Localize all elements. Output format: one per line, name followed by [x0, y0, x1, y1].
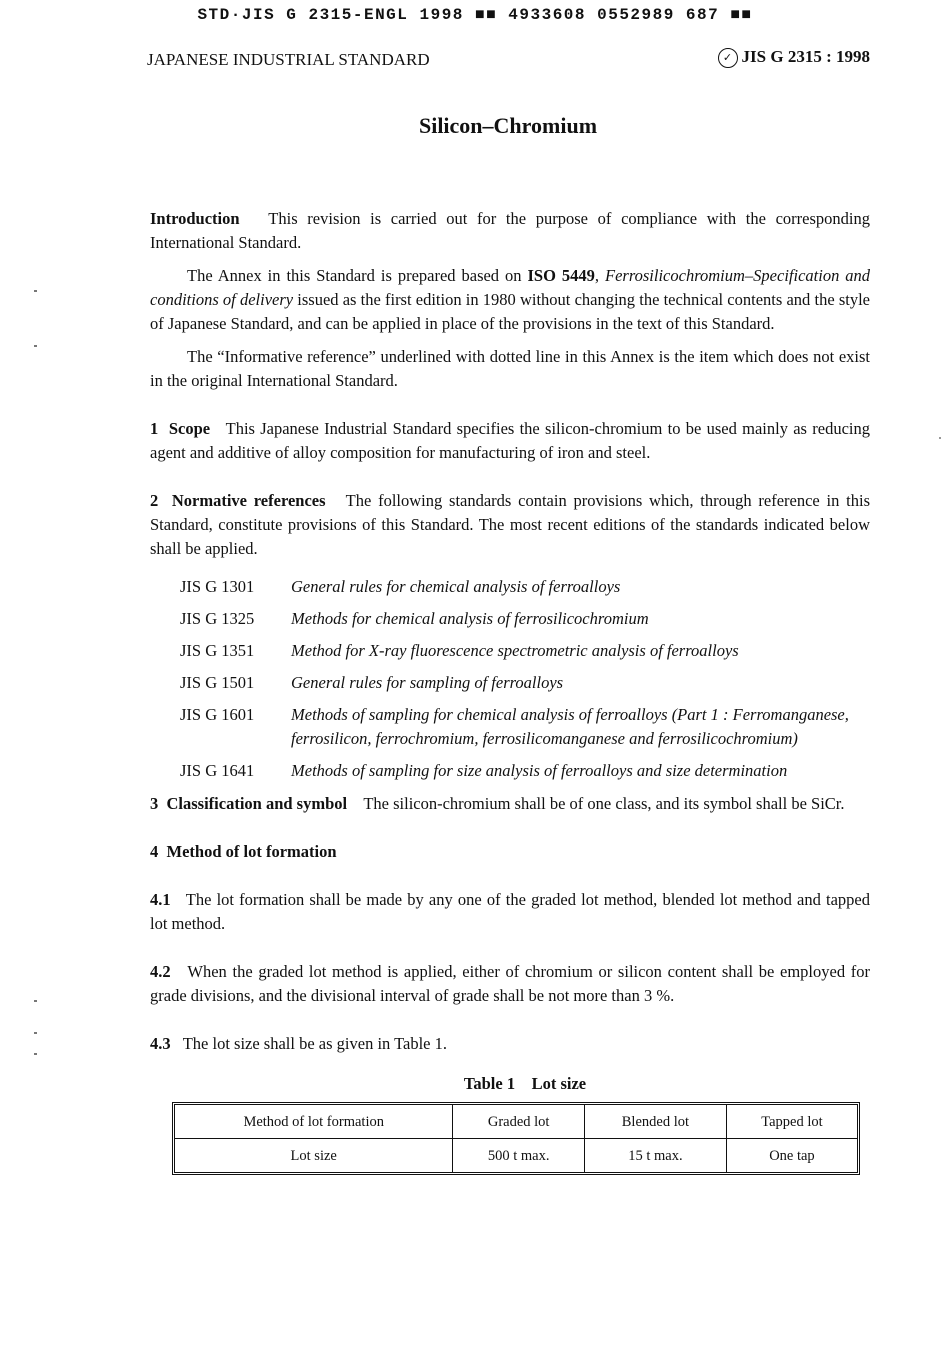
reference-title: General rules for chemical analysis of ferroalloys [291, 577, 621, 596]
intro-text-2b: issued as the first edition in 1980 without changing the technical contents and the style of Japanese Standard, and can be applied in place of the provisions in the text of this Standard. [150, 290, 870, 333]
clause-4-2 [150, 960, 870, 1008]
reference-title: Methods for chemical analysis of ferrosilicochromium [291, 609, 649, 628]
table-cell: Tapped lot [726, 1105, 857, 1139]
table-cell: Method of lot formation [175, 1105, 453, 1139]
reference-item [180, 703, 870, 751]
section-number: 3 [150, 794, 159, 813]
section-text: This Japanese Industrial Standard specifies the silicon-chromium to be used mainly as reducing agent and additive of alloy composition for manufacturing of iron and steel. [150, 419, 870, 462]
table-cell: 15 t max. [584, 1139, 726, 1173]
table-cell: Lot size [175, 1139, 453, 1173]
table-row [175, 1139, 858, 1173]
reference-item [180, 607, 870, 631]
reference-code: JIS G 1641 [180, 761, 255, 780]
section-number: 2 [150, 491, 159, 510]
reference-item [180, 759, 870, 783]
section-number: 1 [150, 419, 159, 438]
clause-text: When the graded lot method is applied, either of chromium or silicon content shall be employed for grade divisions, and the divisional interval of grade shall be not more than 3 %. [150, 962, 870, 1005]
section-heading: Scope [168, 419, 211, 438]
jis-mark-icon: ✓ [718, 48, 738, 68]
scan-mark [34, 290, 37, 292]
reference-item [180, 575, 870, 599]
scan-mark [34, 1032, 37, 1034]
reference-code: JIS G 1601 [180, 705, 255, 724]
intro-heading: Introduction [150, 209, 240, 228]
table-header-row [175, 1105, 858, 1139]
reference-code: JIS G 1301 [180, 577, 255, 596]
section-text: The following standards contain provisions which, through reference in this Standard, constitute provisions of this Standard. The most recent editions of the standards indicated below shall be applied. [150, 491, 871, 558]
scan-mark [939, 437, 941, 439]
standard-number-header [718, 47, 870, 68]
table-cell: Blended lot [584, 1105, 726, 1139]
reference-title: General rules for sampling of ferroalloys [291, 673, 564, 692]
scan-mark [34, 1000, 37, 1002]
intro-paragraph-1 [150, 207, 870, 255]
scan-mark [34, 1053, 37, 1055]
reference-code: JIS G 1325 [180, 609, 255, 628]
table-cell: One tap [726, 1139, 857, 1173]
reference-title: Methods of sampling for chemical analysis of ferroalloys (Part 1 : Ferromanganese, ferrosilicon, ferrochromium, ferrosilicomanganese and ferrosilicochromium) [291, 705, 849, 748]
reference-list [180, 575, 870, 783]
intro-text-2a: The Annex in this Standard is prepared based on [187, 266, 522, 285]
document-body [150, 207, 870, 1173]
table-caption: Table 1 Lot size [463, 1074, 587, 1093]
section-heading: Normative references [171, 491, 326, 510]
scan-mark [34, 345, 37, 347]
section-classification [150, 792, 870, 816]
intro-text-1: This revision is carried out for the purpose of compliance with the corresponding International Standard. [150, 209, 871, 252]
section-normative-references [150, 489, 870, 561]
standard-number: JIS G 2315 : 1998 [741, 47, 870, 66]
iso-reference: ISO 5449 [527, 266, 595, 285]
lot-size-table [174, 1104, 858, 1173]
reference-code: JIS G 1501 [180, 673, 255, 692]
clause-text: The lot size shall be as given in Table 1. [182, 1034, 448, 1053]
table-cell: Graded lot [453, 1105, 584, 1139]
section-heading: Classification and symbol [166, 794, 348, 813]
clause-4-3 [150, 1032, 870, 1056]
intro-paragraph-2: The Annex in this Standard is prepared based on ISO 5449, Ferrosilicochromium–Specification and conditions of delivery issued as the first edition in 1980 without changing the technical contents and the style of Japanese Standard, and can be applied in place of the provisions in the text of this Standard. [150, 266, 871, 333]
section-lot-formation-heading [150, 840, 870, 864]
section-scope [150, 417, 870, 465]
clause-number: 4.1 [150, 890, 171, 909]
clause-text: The lot formation shall be made by any one of the graded lot method, blended lot method and tapped lot method. [150, 890, 870, 933]
clause-4-1 [150, 888, 870, 936]
reference-title: Methods of sampling for size analysis of ferroalloys and size determination [291, 761, 788, 780]
page-title: Silicon–Chromium [418, 113, 598, 138]
clause-number: 4.2 [150, 962, 171, 981]
document-stamp: STD·JIS G 2315-ENGL 1998 ■■ 4933608 0552989 687 ■■ [197, 6, 753, 24]
clause-number: 4.3 [150, 1034, 171, 1053]
intro-paragraph-3: The “Informative reference” underlined with dotted line in this Annex is the item which does not exist in the original International Standard. [150, 347, 870, 390]
reference-item [180, 671, 870, 695]
iso-title: Ferrosilicochromium–Specification and conditions of delivery [150, 266, 871, 309]
reference-title: Method for X-ray fluorescence spectrometric analysis of ferroalloys [291, 641, 739, 660]
table-cell: 500 t max. [453, 1139, 584, 1173]
standard-org-header: JAPANESE INDUSTRIAL STANDARD [147, 50, 430, 69]
reference-item [180, 639, 870, 663]
section-text: The silicon-chromium shall be of one class, and its symbol shall be SiCr. [363, 794, 845, 813]
reference-code: JIS G 1351 [180, 641, 255, 660]
section-heading: Method of lot formation [166, 842, 337, 861]
section-number: 4 [150, 842, 159, 861]
